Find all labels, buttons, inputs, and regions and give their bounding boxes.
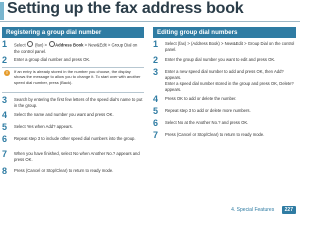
note-box bbox=[2, 67, 144, 93]
step-number: 6 bbox=[2, 134, 8, 144]
step-number: 7 bbox=[2, 149, 8, 159]
step-text: Enter a group dial number and press OK. bbox=[14, 57, 91, 62]
step-number: 3 bbox=[2, 95, 8, 105]
step-number: 5 bbox=[2, 122, 8, 132]
step-text: Enter a new speed dial number to add and press OK, then Add? appears. bbox=[165, 69, 284, 80]
step-text: Select (fax) > Address Book > New&Edit > Group Dial on the control panel. bbox=[14, 42, 138, 54]
step-number: 6 bbox=[153, 118, 159, 128]
step-text: When you have finished, select No when Another No.? appears and press OK. bbox=[14, 151, 140, 162]
title-divider bbox=[0, 21, 300, 22]
step-text: Enter the group dial number you want to edit and press OK. bbox=[165, 57, 276, 62]
page-footer bbox=[231, 198, 296, 216]
footer-section-label: 4. Special Features bbox=[231, 207, 275, 213]
step-text: Select (fax) > (Address Book) > New&Edit > Group Dial on the control panel. bbox=[165, 41, 295, 52]
fax-icon bbox=[27, 41, 33, 47]
step-text: Enter a speed dial number stored in the group and press OK, Delete? appears. bbox=[165, 81, 294, 92]
step-number: 7 bbox=[153, 130, 159, 140]
step-text: Select No at the Another No.? and press OK. bbox=[165, 120, 249, 125]
note-text: If an entry is already stored in the number you choose, the display shows the message to allow you to change it. To start over with another speed dial number, press (Back). bbox=[14, 69, 141, 85]
section-heading-registering: Registering a group dial number bbox=[2, 27, 144, 38]
title-accent-bar bbox=[0, 2, 4, 20]
page-title: Setting up the fax address book bbox=[7, 0, 244, 17]
step-number: 2 bbox=[153, 55, 159, 65]
section-heading-editing: Editing group dial numbers bbox=[153, 27, 296, 38]
step-text: Search by entering the first few letters of the speed dial's name to put in the group. bbox=[14, 97, 143, 108]
page-number: 227 bbox=[282, 206, 296, 214]
step-text: Select Yes when Add? appears. bbox=[14, 124, 73, 129]
step-number: 5 bbox=[153, 106, 159, 116]
step-text: Press (Cancel or Stop/Clear) to return to ready mode. bbox=[14, 168, 114, 173]
step-text: Repeat step 3 to add or delete more numbers. bbox=[165, 108, 251, 113]
step-number: 2 bbox=[2, 55, 8, 65]
step-number: 8 bbox=[2, 166, 8, 176]
step-text: Repeat step 3 to include other speed dial numbers into the group. bbox=[14, 136, 136, 141]
step-number: 3 bbox=[153, 67, 159, 77]
right-section bbox=[153, 27, 296, 140]
step-text: Press OK to add or delete the number. bbox=[165, 96, 237, 101]
step-number: 4 bbox=[153, 94, 159, 104]
page-header bbox=[0, 0, 300, 22]
step-text: Select the name and number you want and press OK. bbox=[14, 112, 114, 117]
step-text: Press (Cancel or Stop/Clear) to return to ready mode. bbox=[165, 132, 265, 137]
step-number: 4 bbox=[2, 110, 8, 120]
left-section bbox=[2, 27, 144, 176]
step-number: 1 bbox=[153, 39, 159, 49]
warning-icon: ! bbox=[4, 70, 10, 76]
step-number: 1 bbox=[2, 39, 8, 49]
address-book-icon bbox=[49, 41, 55, 47]
